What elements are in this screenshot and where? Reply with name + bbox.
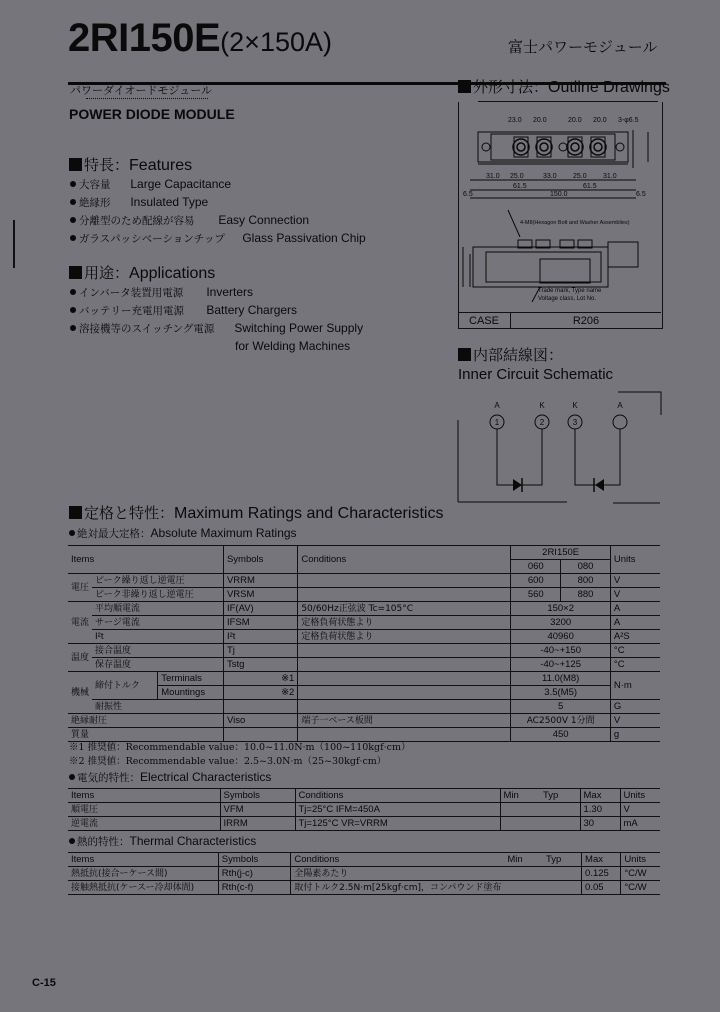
table-row: 接触熱抵抗(ケースー冷却体間) Rth(c-f) 取付トルク2.5N·m[25kgf·cm]，コンパウンド塗布 0.05 °C/W xyxy=(68,881,660,895)
svg-text:31.0: 31.0 xyxy=(486,173,500,180)
case-row xyxy=(458,312,661,329)
current-rating: (2×150A) xyxy=(220,27,332,57)
table-header-row: Items Symbols Conditions Min Typ Max Units xyxy=(68,853,660,867)
table-row: 耐振性 5 G xyxy=(68,700,660,714)
square-bullet-icon xyxy=(458,80,471,93)
bullet-icon xyxy=(70,181,76,187)
case-label: CASE xyxy=(458,313,511,329)
applications-heading: 用途：Applications xyxy=(69,262,215,283)
bullet-icon xyxy=(69,774,75,780)
svg-text:20.0: 20.0 xyxy=(533,117,547,124)
footnote-2: ※2 推奨値：Recommendable value：2.5~3.0N·m（25~30kgf·cm） xyxy=(69,756,387,767)
bullet-icon xyxy=(70,307,76,313)
subtitle-en: POWER DIODE MODULE xyxy=(69,106,235,122)
electrical-characteristics-table xyxy=(68,788,660,831)
svg-text:4-M8(Hexagon Bolt and Washer A: 4-M8(Hexagon Bolt and Washer Assemblies) xyxy=(520,220,630,226)
thermal-characteristics-table xyxy=(68,852,660,895)
application-item: バッテリー充電用電源 Battery Chargers xyxy=(70,302,363,320)
svg-text:25.0: 25.0 xyxy=(573,173,587,180)
svg-text:2: 2 xyxy=(539,418,545,427)
feature-item: 絶縁形 Insulated Type xyxy=(70,194,366,212)
svg-text:150.0: 150.0 xyxy=(550,191,568,198)
table-row: サージ電流 IFSM 定格負荷状態より 3200 A xyxy=(68,616,660,630)
table-header-row: Items Symbols Conditions 2RI150E Units xyxy=(68,546,660,560)
svg-text:K: K xyxy=(539,401,545,410)
outline-heading: 外形寸法：Outline Drawings xyxy=(458,76,670,97)
features-heading: 特長：Features xyxy=(69,154,192,175)
table-header-row: 060 080 xyxy=(68,560,660,574)
bullet-icon xyxy=(70,217,76,223)
electrical-heading: 電気的特性：Electrical Characteristics xyxy=(69,770,271,785)
table-row: 質量 450 g xyxy=(68,728,660,742)
svg-text:61.5: 61.5 xyxy=(583,183,597,190)
svg-text:20.0: 20.0 xyxy=(593,117,607,124)
table-row: ピーク非繰り返し逆電圧 VRSM 560 880 V xyxy=(68,588,660,602)
feature-item: ガラスパッシベーションチップ Glass Passivation Chip xyxy=(70,230,366,248)
bullet-icon xyxy=(70,199,76,205)
table-row: 順電圧 VFM Tj=25°C IFM=450A 1.30 V xyxy=(68,803,660,817)
svg-text:Voltage class, Lot No.: Voltage class, Lot No. xyxy=(538,296,597,302)
case-value: R206 xyxy=(572,315,600,327)
svg-text:33.0: 33.0 xyxy=(543,173,557,180)
schematic-heading-en: Inner Circuit Schematic xyxy=(458,366,614,383)
outline-drawing-icon xyxy=(458,102,661,312)
table-row: Mountings ※2 3.5(M5) xyxy=(68,686,660,700)
svg-text:6.5: 6.5 xyxy=(463,191,473,198)
svg-text:1: 1 xyxy=(494,418,500,427)
svg-text:K: K xyxy=(572,401,578,410)
page-number: C-15 xyxy=(32,977,56,989)
svg-text:3-φ6.5: 3-φ6.5 xyxy=(618,117,639,124)
square-bullet-icon xyxy=(69,158,82,171)
square-bullet-icon xyxy=(69,506,82,519)
svg-text:3: 3 xyxy=(572,418,578,427)
table-row: 絶縁耐圧 Viso 端子一ベース板間 AC2500V 1分間 V xyxy=(68,714,660,728)
table-row: 電圧 ピーク繰り返し逆電圧 VRRM 600 800 V xyxy=(68,574,660,588)
table-row: 機械 締付トルク Terminals ※1 11.0(M8) N·m xyxy=(68,672,660,686)
bullet-icon xyxy=(70,325,76,331)
table-row: 保存温度 Tstg -40~+125 °C xyxy=(68,658,660,672)
square-bullet-icon xyxy=(69,266,82,279)
square-bullet-icon xyxy=(458,348,471,361)
svg-text:20.0: 20.0 xyxy=(568,117,582,124)
abs-ratings-heading: 絶対最大定格：Absolute Maximum Ratings xyxy=(69,526,297,541)
bullet-icon xyxy=(69,838,75,844)
brand-label: 富士パワーモジュール xyxy=(508,38,658,56)
applications-list xyxy=(70,284,363,355)
feature-item: 大容量 Large Capacitance xyxy=(70,176,366,194)
svg-text:6.5: 6.5 xyxy=(636,191,646,198)
ratings-heading: 定格と特性：Maximum Ratings and Characteristics xyxy=(69,502,443,523)
table-row: 温度 接合温度 Tj -40~+150 °C xyxy=(68,644,660,658)
table-row: I²t I²t 定格負荷状態より 40960 A²S xyxy=(68,630,660,644)
subtitle-jp: パワーダイオードモジュール xyxy=(70,84,213,97)
schematic-heading-jp: 内部結線図： xyxy=(458,344,563,365)
abs-max-ratings-table xyxy=(68,545,660,742)
svg-text:A: A xyxy=(617,401,623,410)
application-item-continued: for Welding Machines xyxy=(235,339,351,353)
diode-schematic-icon xyxy=(455,385,665,510)
table-row: 逆電流 IRRM Tj=125°C VR=VRRM 30 mA xyxy=(68,817,660,831)
part-number: 2RI150E xyxy=(68,16,221,60)
table-row: 電流 平均順電流 IF(AV) 50/60Hz正弦波 Tc=105°C 150×2 A xyxy=(68,602,660,616)
svg-text:25.0: 25.0 xyxy=(510,173,524,180)
part-number-title xyxy=(68,14,332,66)
feature-item: 分離型のため配線が容易 Easy Connection xyxy=(70,212,366,230)
features-list xyxy=(70,176,366,248)
table-row: 熱抵抗(接合ーケース間) Rth(j-c) 全陽素あたり 0.125 °C/W xyxy=(68,867,660,881)
svg-text:61.5: 61.5 xyxy=(513,183,527,190)
table-header-row: Items Symbols Conditions Min Typ Max Units xyxy=(68,789,660,803)
bullet-icon xyxy=(69,530,75,536)
svg-text:Trade mark, Type name: Trade mark, Type name xyxy=(538,288,602,294)
bullet-icon xyxy=(70,289,76,295)
svg-text:A: A xyxy=(494,401,500,410)
thermal-heading: 熱的特性：Thermal Characteristics xyxy=(69,834,256,849)
margin-mark xyxy=(13,220,15,268)
application-item: 溶接機等のスイッチング電源 Switching Power Supply xyxy=(70,320,363,338)
subtitle-rule xyxy=(86,98,208,99)
bullet-icon xyxy=(70,235,76,241)
svg-text:23.0: 23.0 xyxy=(508,117,522,124)
application-item: インバータ装置用電源 Inverters xyxy=(70,284,363,302)
svg-text:31.0: 31.0 xyxy=(603,173,617,180)
footnote-1: ※1 推奨値：Recommendable value：10.0~11.0N·m（100~110kgf·cm） xyxy=(69,742,411,753)
